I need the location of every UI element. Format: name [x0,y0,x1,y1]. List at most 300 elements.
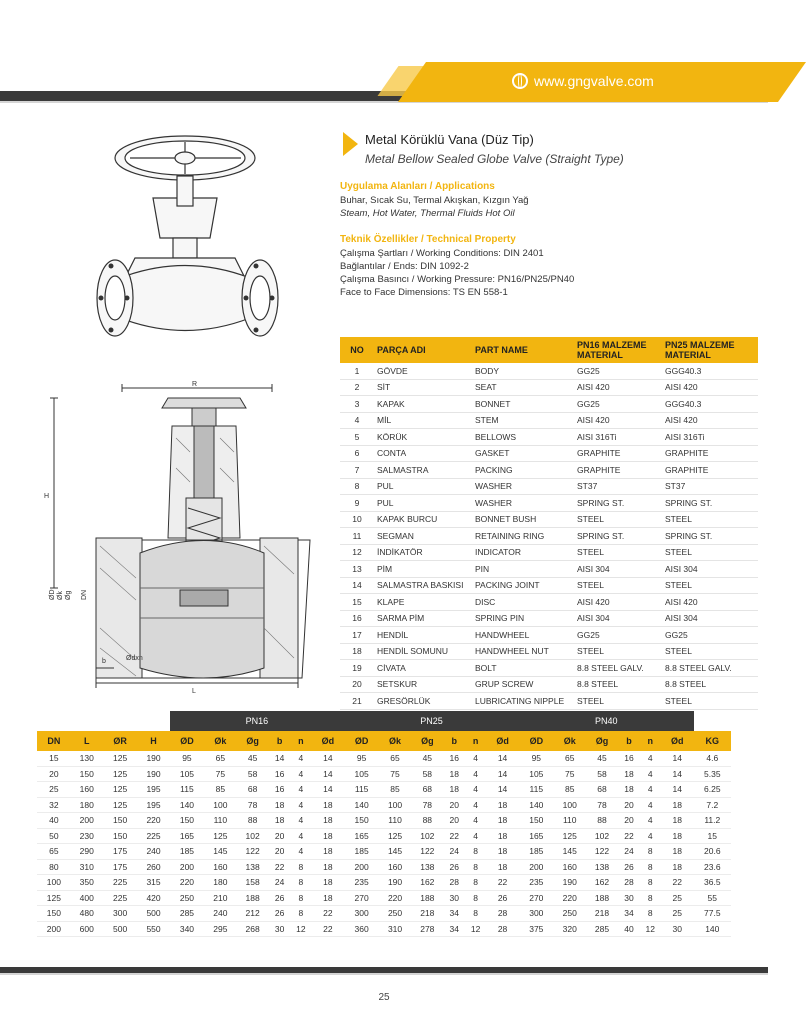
col-header: Øk [379,731,411,751]
table-cell: 145 [554,844,586,860]
table-cell: 20 [618,797,639,813]
table-cell: GGG40.3 [662,396,758,413]
dim-label-b: b [102,658,106,665]
table-cell: CİVATA [374,660,472,677]
table-cell: 88 [586,813,619,829]
table-cell: 165 [170,828,205,844]
table-cell: 140 [519,797,554,813]
table-cell: SALMASTRA BASKISI [374,577,472,594]
table-row [37,844,731,860]
table-cell: 180 [204,875,236,891]
table-cell: GGG40.3 [662,363,758,379]
table-cell: 58 [411,766,444,782]
table-cell: 145 [204,844,236,860]
table-cell: AISI 420 [662,379,758,396]
table-cell: 268 [236,921,269,937]
table-cell: 95 [519,751,554,766]
table-cell: 125 [204,828,236,844]
table-cell: LUBRICATING NIPPLE [472,693,574,710]
table-cell: STEEL [574,643,662,660]
table-cell: 18 [661,844,694,860]
table-cell: 14 [661,751,694,766]
table-cell: 78 [586,797,619,813]
table-cell: 20 [444,797,465,813]
table-row [37,797,731,813]
table-cell: 8 [290,859,311,875]
applications-heading: Uygulama Alanları / Applications [340,181,495,192]
table-cell: 150 [519,813,554,829]
table-cell: 65 [379,751,411,766]
table-cell: SPRING ST. [574,528,662,545]
table-cell: 28 [444,875,465,891]
table-cell: 18 [486,828,519,844]
table-row [340,396,758,413]
table-cell: 125 [37,890,71,906]
table-cell: 85 [379,782,411,798]
table-cell: AISI 420 [574,412,662,429]
table-cell: 195 [138,782,170,798]
table-cell: 88 [236,813,269,829]
table-cell: GG25 [574,627,662,644]
group-header-pn25: PN25 [344,711,519,731]
table-cell: WASHER [472,478,574,495]
table-cell: STEEL [662,643,758,660]
table-cell: 8 [340,478,374,495]
table-cell: 22 [618,828,639,844]
table-cell: 6 [340,445,374,462]
table-cell: 18 [661,828,694,844]
table-cell: 18 [444,782,465,798]
table-cell: 7 [340,462,374,479]
table-cell: 4 [640,766,661,782]
table-cell: 180 [71,797,103,813]
table-cell: 19 [340,660,374,677]
website-text: www.gngvalve.com [534,73,654,89]
table-cell: 18 [312,813,345,829]
table-cell: 14 [661,782,694,798]
table-cell: 212 [236,906,269,922]
technical-line: Çalışma Şartları / Working Conditions: DIN 2401 [340,248,544,259]
table-cell: AISI 304 [662,561,758,578]
table-cell: PACKING JOINT [472,577,574,594]
table-cell: 225 [103,875,138,891]
table-cell: 10 [340,511,374,528]
table-cell: 125 [103,797,138,813]
table-cell: 100 [554,797,586,813]
table-cell: 235 [344,875,379,891]
table-cell: 150 [71,766,103,782]
table-cell: 300 [344,906,379,922]
table-cell: 8 [465,859,486,875]
table-cell: 4 [290,797,311,813]
table-cell: 350 [71,875,103,891]
table-row [340,577,758,594]
table-cell: 320 [554,921,586,937]
table-cell: 125 [379,828,411,844]
table-cell: HANDWHEEL NUT [472,643,574,660]
table-cell: 200 [170,859,205,875]
table-cell: 250 [554,906,586,922]
table-cell: 34 [444,921,465,937]
table-cell: 160 [379,859,411,875]
table-cell: 58 [586,766,619,782]
table-row [340,363,758,379]
table-cell: PIN [472,561,574,578]
table-cell: 140 [694,921,731,937]
table-cell: 25 [661,890,694,906]
table-cell: 95 [344,751,379,766]
table-cell: 140 [344,797,379,813]
col-header: KG [694,731,731,751]
table-cell: STEEL [574,544,662,561]
table-cell: RETAINING RING [472,528,574,545]
table-cell: 20 [618,813,639,829]
table-cell: 110 [379,813,411,829]
blank-header [37,711,170,731]
table-cell: 22 [486,875,519,891]
table-cell: 1 [340,363,374,379]
table-cell: 190 [138,751,170,766]
table-row [340,643,758,660]
table-cell: 18 [618,782,639,798]
table-row [340,429,758,446]
table-row [340,511,758,528]
group-header-pn40: PN40 [519,711,694,731]
table-cell: 100 [379,797,411,813]
table-cell: 7.2 [694,797,731,813]
table-cell: 8 [290,890,311,906]
col-header: n [640,731,661,751]
table-cell: 26 [444,859,465,875]
col-header: ØD [170,731,205,751]
table-row [37,751,731,766]
table-cell: 102 [236,828,269,844]
table-cell: 4 [290,844,311,860]
table-cell: 13 [340,561,374,578]
table-cell: 220 [138,813,170,829]
table-cell: 240 [138,844,170,860]
col-header: H [138,731,170,751]
table-cell: 175 [103,844,138,860]
table-cell: 150 [103,828,138,844]
table-row [340,660,758,677]
table-row [340,528,758,545]
table-cell: KÖRÜK [374,429,472,446]
table-cell: 230 [71,828,103,844]
table-cell: 18 [486,859,519,875]
table-cell: 8 [640,906,661,922]
table-cell: 18 [340,643,374,660]
col-header: Øk [554,731,586,751]
table-row [37,828,731,844]
table-cell: 200 [71,813,103,829]
table-cell: AISI 420 [574,379,662,396]
table-cell: 4.6 [694,751,731,766]
table-cell: STEEL [574,577,662,594]
table-cell: 175 [103,859,138,875]
table-cell: 75 [379,766,411,782]
table-cell: 20 [340,676,374,693]
table-cell: 14 [312,751,345,766]
table-cell: 235 [519,875,554,891]
table-cell: 4 [340,412,374,429]
table-cell: 45 [236,751,269,766]
table-cell: 138 [411,859,444,875]
table-cell: 12 [640,921,661,937]
table-cell: 550 [138,921,170,937]
globe-icon [512,73,528,89]
table-cell: 4 [465,766,486,782]
table-cell: 40 [37,813,71,829]
table-cell: 4 [640,751,661,766]
table-cell: 14 [486,751,519,766]
technical-heading: Teknik Özellikler / Technical Property [340,234,516,245]
table-cell: 5 [340,429,374,446]
col-header: L [71,731,103,751]
table-cell: 110 [554,813,586,829]
parts-table-header [340,337,758,363]
footer-bar-shadow [0,973,768,975]
table-cell: 14 [312,782,345,798]
table-row [37,859,731,875]
table-cell: 9 [340,495,374,512]
table-cell: AISI 420 [662,594,758,611]
table-cell: PUL [374,478,472,495]
table-cell: 68 [411,782,444,798]
table-cell: MİL [374,412,472,429]
table-cell: 16 [269,782,290,798]
table-cell: 15 [37,751,71,766]
table-cell: 12 [340,544,374,561]
table-cell: 18 [312,890,345,906]
technical-line: Çalışma Basıncı / Working Pressure: PN16/PN25/PN40 [340,274,575,285]
table-cell: 14 [661,766,694,782]
applications-tr: Buhar, Sıcak Su, Termal Akışkan, Kızgın Yağ [340,195,529,206]
table-cell: 200 [37,921,71,937]
table-cell: 24 [618,844,639,860]
table-cell: 8 [640,859,661,875]
table-cell: 22 [269,859,290,875]
table-cell: 4 [290,813,311,829]
table-cell: BONNET [472,396,574,413]
table-cell: 4 [640,813,661,829]
table-cell: 122 [586,844,619,860]
table-row [340,445,758,462]
table-cell: 20 [37,766,71,782]
table-cell: SPRING ST. [574,495,662,512]
table-cell: 160 [71,782,103,798]
table-cell: 15 [694,828,731,844]
table-cell: 188 [411,890,444,906]
table-cell: 75 [554,766,586,782]
col-header: b [444,731,465,751]
table-cell: 190 [138,766,170,782]
col-header: Øg [586,731,619,751]
table-cell: 18 [486,844,519,860]
table-cell: 34 [444,906,465,922]
table-cell: 78 [236,797,269,813]
table-cell: 250 [379,906,411,922]
table-cell: 480 [71,906,103,922]
table-cell: 310 [379,921,411,937]
table-row [37,813,731,829]
table-cell: GG25 [574,363,662,379]
table-cell: 315 [138,875,170,891]
table-cell: 105 [170,766,205,782]
table-cell: 150 [170,813,205,829]
table-row [340,594,758,611]
table-row [340,379,758,396]
table-cell: 162 [586,875,619,891]
table-cell: BONNET BUSH [472,511,574,528]
col-header: Øg [411,731,444,751]
table-cell: SETSKUR [374,676,472,693]
table-cell: 210 [204,890,236,906]
table-cell: 225 [103,890,138,906]
table-cell: 26 [269,890,290,906]
group-header-pn16: PN16 [170,711,345,731]
table-cell: 150 [344,813,379,829]
table-cell: PACKING [472,462,574,479]
table-cell: 2 [340,379,374,396]
table-cell: 58 [236,766,269,782]
table-cell: 4 [290,828,311,844]
table-cell: 4 [640,797,661,813]
table-cell: 195 [138,797,170,813]
table-cell: 15 [340,594,374,611]
table-cell: AISI 420 [662,412,758,429]
table-row [340,676,758,693]
col-header: Ød [486,731,519,751]
table-cell: 125 [103,751,138,766]
table-cell: 11 [340,528,374,545]
table-cell: 165 [519,828,554,844]
dims-group-row [37,711,731,731]
table-cell: 25 [661,906,694,922]
table-cell: 14 [269,751,290,766]
table-cell: 88 [411,813,444,829]
table-cell: 200 [344,859,379,875]
table-cell: 20 [269,844,290,860]
table-cell: 8 [290,906,311,922]
table-cell: 65 [37,844,71,860]
dim-label-d: ØD [49,589,56,600]
col-header: PN25 MALZEME MATERIAL [662,337,758,363]
table-row [37,766,731,782]
table-cell: 150 [37,906,71,922]
table-cell: 360 [344,921,379,937]
table-cell: SPRING PIN [472,610,574,627]
table-cell: 102 [411,828,444,844]
table-cell: STEEL [662,577,758,594]
table-cell: 8 [465,906,486,922]
table-row [37,782,731,798]
table-cell: GRAPHITE [574,445,662,462]
table-cell: 8 [465,875,486,891]
table-cell: SALMASTRA [374,462,472,479]
table-cell: 12 [465,921,486,937]
table-cell: 102 [586,828,619,844]
table-cell: 220 [379,890,411,906]
table-cell: 4 [465,828,486,844]
technical-line: Face to Face Dimensions: TS EN 558-1 [340,287,508,298]
table-cell: 140 [170,797,205,813]
table-cell: 125 [103,766,138,782]
table-cell: 150 [103,813,138,829]
table-cell: 500 [103,921,138,937]
table-cell: 220 [554,890,586,906]
table-cell: 8 [640,890,661,906]
table-cell: 162 [411,875,444,891]
table-cell: 185 [344,844,379,860]
valve-illustration [75,128,325,358]
table-cell: 100 [204,797,236,813]
table-cell: 21 [340,693,374,710]
table-cell: 100 [37,875,71,891]
table-cell: 270 [344,890,379,906]
table-cell: 8 [465,890,486,906]
table-cell: 24 [269,875,290,891]
table-cell: 278 [411,921,444,937]
table-cell: 16 [444,751,465,766]
table-cell: 4 [640,828,661,844]
table-cell: GRAPHITE [662,445,758,462]
table-cell: 160 [554,859,586,875]
col-header: NO [340,337,374,363]
table-cell: 300 [103,906,138,922]
table-cell: 55 [694,890,731,906]
table-cell: 130 [71,751,103,766]
table-cell: 190 [554,875,586,891]
table-cell: 65 [204,751,236,766]
table-cell: 190 [379,875,411,891]
col-header: DN [37,731,71,751]
table-cell: 122 [411,844,444,860]
table-cell: GRAPHITE [574,462,662,479]
table-cell: 125 [554,828,586,844]
col-header: n [465,731,486,751]
table-cell: 600 [71,921,103,937]
table-cell: STEEL [574,693,662,710]
dim-label-h: H [44,493,50,500]
table-row [340,462,758,479]
table-cell: 18 [269,813,290,829]
table-cell: BOLT [472,660,574,677]
table-cell: 8 [640,844,661,860]
dims-header-row [37,731,731,751]
table-row [340,627,758,644]
table-cell: 105 [344,766,379,782]
table-cell: 95 [170,751,205,766]
col-header: b [269,731,290,751]
table-cell: 45 [586,751,619,766]
table-cell: 26 [486,890,519,906]
table-cell: 17 [340,627,374,644]
table-cell: 188 [586,890,619,906]
table-row [37,890,731,906]
applications-en: Steam, Hot Water, Thermal Fluids Hot Oil [340,208,515,219]
table-cell: 68 [236,782,269,798]
table-cell: 18 [486,813,519,829]
table-cell: 8.8 STEEL GALV. [574,660,662,677]
website-link[interactable] [512,70,654,92]
table-row [340,544,758,561]
table-cell: 22 [312,921,345,937]
parts-table [340,337,758,710]
table-cell: STEEL [662,693,758,710]
table-cell: 310 [71,859,103,875]
table-cell: 11.2 [694,813,731,829]
